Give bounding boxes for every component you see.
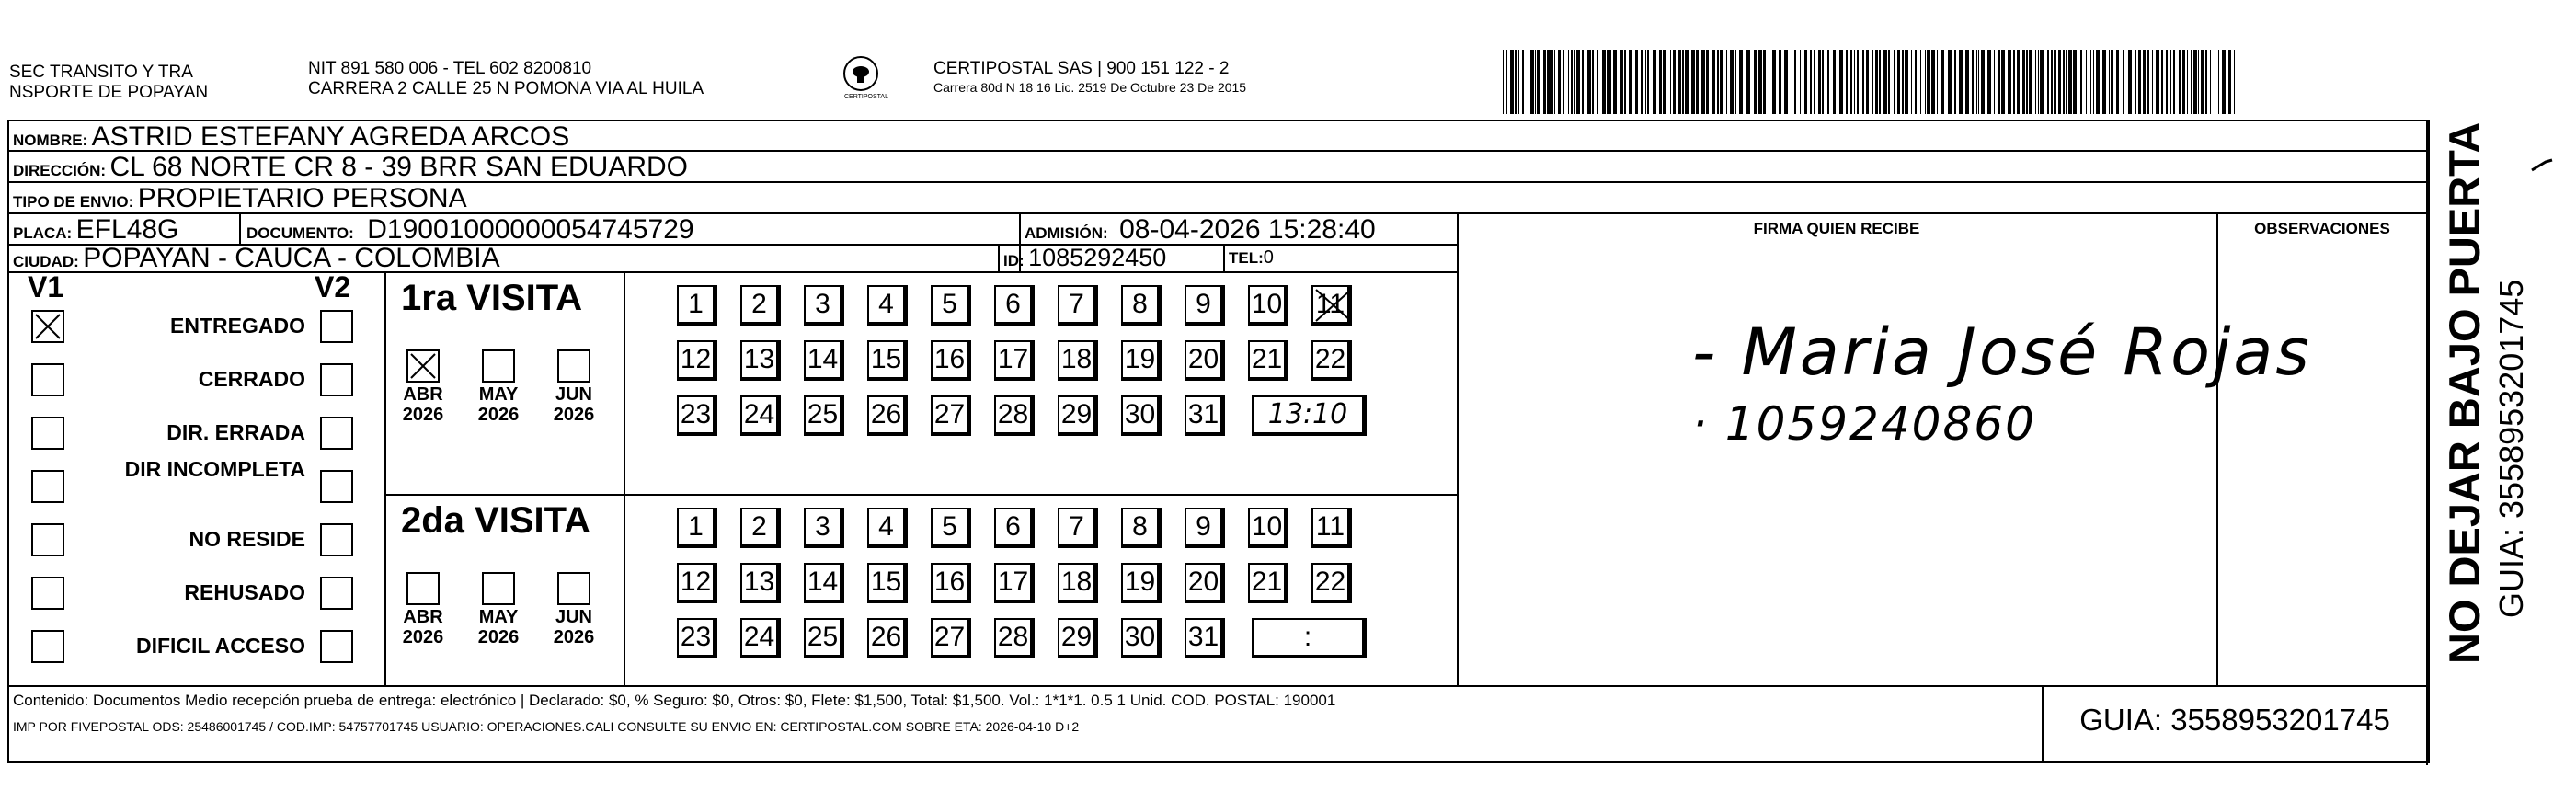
city-row xyxy=(13,245,500,271)
day-box[interactable]: 7 xyxy=(1058,508,1098,548)
month-checkbox[interactable] xyxy=(406,349,440,383)
plate-row xyxy=(13,214,178,245)
address-row xyxy=(13,152,688,182)
address-line: CARRERA 2 CALLE 25 N POMONA VIA AL HUILA xyxy=(308,79,704,98)
month-label: MAY 2026 xyxy=(477,384,520,425)
day-box[interactable]: 2 xyxy=(740,508,781,548)
month-label: MAY 2026 xyxy=(477,607,520,647)
day-box[interactable]: 30 xyxy=(1121,618,1162,658)
day-box[interactable]: 5 xyxy=(931,508,971,548)
v2-checkbox[interactable] xyxy=(320,417,353,450)
day-box[interactable]: 24 xyxy=(740,618,781,658)
day-box[interactable]: 23 xyxy=(677,395,717,436)
day-box[interactable]: 12 xyxy=(677,563,717,603)
nombre-label: NOMBRE: xyxy=(13,132,88,149)
day-box[interactable]: 22 xyxy=(1311,340,1352,381)
day-box[interactable]: 18 xyxy=(1058,563,1098,603)
side-warning: NO DEJAR BAJO PUERTA xyxy=(2440,121,2489,664)
guia-number-box: GUIA: 3558953201745 xyxy=(2079,703,2390,737)
day-box[interactable]: 31 xyxy=(1185,618,1225,658)
tel-value: 0 xyxy=(1263,247,1274,268)
v1-checkbox[interactable] xyxy=(31,417,64,450)
v1-checkbox[interactable] xyxy=(31,310,64,343)
plate-value: EFL48G xyxy=(75,214,179,245)
day-box[interactable]: 9 xyxy=(1185,508,1225,548)
tel-label: TEL: xyxy=(1229,249,1264,267)
footer-content-line: Contenido: Documentos Medio recepción prueba de entrega: electrónico | Declarado: $0, % Seguro: $0, Otros: $0, Flete: $1,500, Total: $1,500. Vol.: 1*1*1. 0.5 1 Unid. COD. POSTAL: 190001 xyxy=(13,692,1336,709)
day-box[interactable]: 7 xyxy=(1058,285,1098,326)
v1-checkbox[interactable] xyxy=(31,523,64,556)
day-box[interactable]: 10 xyxy=(1248,508,1288,548)
day-box[interactable]: 16 xyxy=(931,340,971,381)
x-mark-icon xyxy=(33,312,63,341)
recipient-address: CL 68 NORTE CR 8 - 39 BRR SAN EDUARDO xyxy=(109,152,689,182)
carrier-line-2: Carrera 80d N 18 16 Lic. 2519 De Octubre 23 De 2015 xyxy=(933,80,1247,95)
month-checkbox[interactable] xyxy=(482,572,515,605)
issuer-name xyxy=(9,63,208,103)
observations-header: OBSERVACIONES xyxy=(2254,220,2390,237)
day-box[interactable]: 13 xyxy=(740,563,781,603)
recipient-name-row xyxy=(13,121,569,152)
certipostal-logo xyxy=(837,53,901,107)
logo-caption: CERTIPOSTAL xyxy=(844,94,888,100)
day-box[interactable]: 12 xyxy=(677,340,717,381)
v2-label: V2 xyxy=(315,270,351,303)
day-box[interactable]: 26 xyxy=(867,395,908,436)
day-box[interactable]: 25 xyxy=(804,618,844,658)
month-label: ABR 2026 xyxy=(402,384,444,425)
tel-cell xyxy=(1229,245,1274,271)
day-box[interactable]: 1 xyxy=(677,285,717,326)
delivery-option-label: CERRADO xyxy=(198,367,305,391)
delivery-option-label: REHUSADO xyxy=(184,580,305,604)
day-box[interactable]: 28 xyxy=(994,618,1035,658)
delivery-option-label: DIR. ERRADA xyxy=(166,420,305,444)
v1-checkbox[interactable] xyxy=(31,577,64,610)
day-box[interactable]: 28 xyxy=(994,395,1035,436)
side-guia-number: GUIA: 3558953201745 xyxy=(2492,279,2530,618)
handwritten-signature-name: - Maria José Rojas xyxy=(1692,315,2312,390)
delivery-option-label: NO RESIDE xyxy=(189,527,305,551)
day-box[interactable]: 10 xyxy=(1248,285,1288,326)
day-box[interactable]: 29 xyxy=(1058,618,1098,658)
carrier-line-1: CERTIPOSTAL SAS | 900 151 122 - 2 xyxy=(933,59,1230,78)
day-box[interactable]: 5 xyxy=(931,285,971,326)
day-box[interactable]: 19 xyxy=(1121,340,1162,381)
day-box[interactable]: 24 xyxy=(740,395,781,436)
day-box[interactable]: 17 xyxy=(994,340,1035,381)
day-box[interactable]: 8 xyxy=(1121,285,1162,326)
shipment-type-row xyxy=(13,183,467,213)
pen-mark-icon xyxy=(2529,156,2557,175)
issuer-line-2: NSPORTE DE POPAYAN xyxy=(9,83,209,102)
day-box[interactable]: 18 xyxy=(1058,340,1098,381)
document-cell xyxy=(246,214,694,245)
delivery-option-label: ENTREGADO xyxy=(170,314,305,338)
delivery-option-label: DIFICIL ACCESO xyxy=(135,634,305,658)
day-box[interactable]: 23 xyxy=(677,618,717,658)
visit-title: 2da VISITA xyxy=(401,500,590,541)
month-checkbox[interactable] xyxy=(557,349,590,383)
day-box[interactable]: 21 xyxy=(1248,340,1288,381)
v1-checkbox[interactable] xyxy=(31,470,64,503)
recipient-name: ASTRID ESTEFANY AGREDA ARCOS xyxy=(91,121,570,152)
admission-cell xyxy=(1025,214,1376,245)
v2-checkbox[interactable] xyxy=(320,630,353,663)
visit-title: 1ra VISITA xyxy=(401,278,583,318)
v2-checkbox[interactable] xyxy=(320,577,353,610)
city-value: POPAYAN - CAUCA - COLOMBIA xyxy=(83,243,500,273)
day-box[interactable]: 17 xyxy=(994,563,1035,603)
handwritten-signature-id: · 1059240860 xyxy=(1692,397,2036,451)
day-box[interactable]: 6 xyxy=(994,508,1035,548)
v2-checkbox[interactable] xyxy=(320,470,353,503)
day-box[interactable]: 22 xyxy=(1311,563,1352,603)
month-checkbox[interactable] xyxy=(482,349,515,383)
signature-header: FIRMA QUIEN RECIBE xyxy=(1753,220,1920,237)
visit-time-box[interactable]: : xyxy=(1252,618,1367,658)
day-box[interactable]: 13 xyxy=(740,340,781,381)
footer-print-line: IMP POR FIVEPOSTAL ODS: 25486001745 / COD.IMP: 54757701745 USUARIO: OPERACIONES.CALI CONSULTE SU ENVIO EN: CERTIPOSTAL.COM SOBRE ETA: 2026-04-10 D+2 xyxy=(13,719,1080,734)
day-box[interactable]: 9 xyxy=(1185,285,1225,326)
direccion-label: DIRECCIÓN: xyxy=(13,162,107,179)
day-box[interactable]: 27 xyxy=(931,618,971,658)
issuer-line-1: SEC TRANSITO Y TRA xyxy=(9,63,193,82)
admission-datetime: 08-04-2026 15:28:40 xyxy=(1119,214,1376,245)
v1-checkbox[interactable] xyxy=(31,363,64,396)
documento-label: DOCUMENTO: xyxy=(246,224,354,242)
visit-time-box[interactable]: 13:10 xyxy=(1252,395,1367,436)
month-checkbox[interactable] xyxy=(406,572,440,605)
day-box[interactable]: 4 xyxy=(867,285,908,326)
v2-checkbox[interactable] xyxy=(320,363,353,396)
month-label: ABR 2026 xyxy=(402,607,444,647)
id-label: ID: xyxy=(1003,252,1025,269)
form-frame xyxy=(7,120,2430,763)
placa-label: PLACA: xyxy=(13,224,73,242)
tipo-envio-label: TIPO DE ENVIO: xyxy=(13,193,134,211)
day-box[interactable]: 1 xyxy=(677,508,717,548)
ciudad-label: CIUDAD: xyxy=(13,253,79,270)
day-box[interactable]: 20 xyxy=(1185,340,1225,381)
barcode xyxy=(1499,50,2239,114)
v2-checkbox[interactable] xyxy=(320,310,353,343)
v1-checkbox[interactable] xyxy=(31,630,64,663)
month-label: JUN 2026 xyxy=(553,384,595,425)
day-box[interactable]: 15 xyxy=(867,340,908,381)
day-box[interactable]: 19 xyxy=(1121,563,1162,603)
month-label: JUN 2026 xyxy=(553,607,595,647)
admision-label: ADMISIÓN: xyxy=(1025,224,1108,242)
day-box[interactable]: 31 xyxy=(1185,395,1225,436)
delivery-option-label: DIR INCOMPLETA xyxy=(124,457,305,481)
day-box[interactable]: 20 xyxy=(1185,563,1225,603)
carrier-info xyxy=(933,59,1246,96)
day-box[interactable]: 21 xyxy=(1248,563,1288,603)
day-box[interactable]: 3 xyxy=(804,508,844,548)
id-value: 1085292450 xyxy=(1028,244,1167,271)
corner-mark xyxy=(2529,156,2557,175)
id-cell xyxy=(1003,245,1166,271)
day-box[interactable]: 6 xyxy=(994,285,1035,326)
shipment-type: PROPIETARIO PERSONA xyxy=(137,183,467,213)
barcode-graphic xyxy=(1499,50,2239,114)
v2-checkbox[interactable] xyxy=(320,523,353,556)
day-box[interactable]: 4 xyxy=(867,508,908,548)
day-box[interactable]: 8 xyxy=(1121,508,1162,548)
day-box[interactable]: 26 xyxy=(867,618,908,658)
day-box[interactable]: 14 xyxy=(804,340,844,381)
day-box[interactable]: 11 xyxy=(1311,508,1352,548)
day-box[interactable]: 30 xyxy=(1121,395,1162,436)
x-mark-icon xyxy=(408,351,438,381)
day-box[interactable]: 11 xyxy=(1311,285,1352,326)
day-box[interactable]: 16 xyxy=(931,563,971,603)
day-box[interactable]: 27 xyxy=(931,395,971,436)
day-box[interactable]: 14 xyxy=(804,563,844,603)
day-box[interactable]: 2 xyxy=(740,285,781,326)
issuer-contact xyxy=(308,59,704,99)
nit-line: NIT 891 580 006 - TEL 602 8200810 xyxy=(308,59,592,78)
v1-label: V1 xyxy=(28,270,64,303)
document-number: D19001000000054745729 xyxy=(367,214,694,245)
month-checkbox[interactable] xyxy=(557,572,590,605)
day-box[interactable]: 3 xyxy=(804,285,844,326)
day-box[interactable]: 25 xyxy=(804,395,844,436)
day-box[interactable]: 29 xyxy=(1058,395,1098,436)
day-box[interactable]: 15 xyxy=(867,563,908,603)
